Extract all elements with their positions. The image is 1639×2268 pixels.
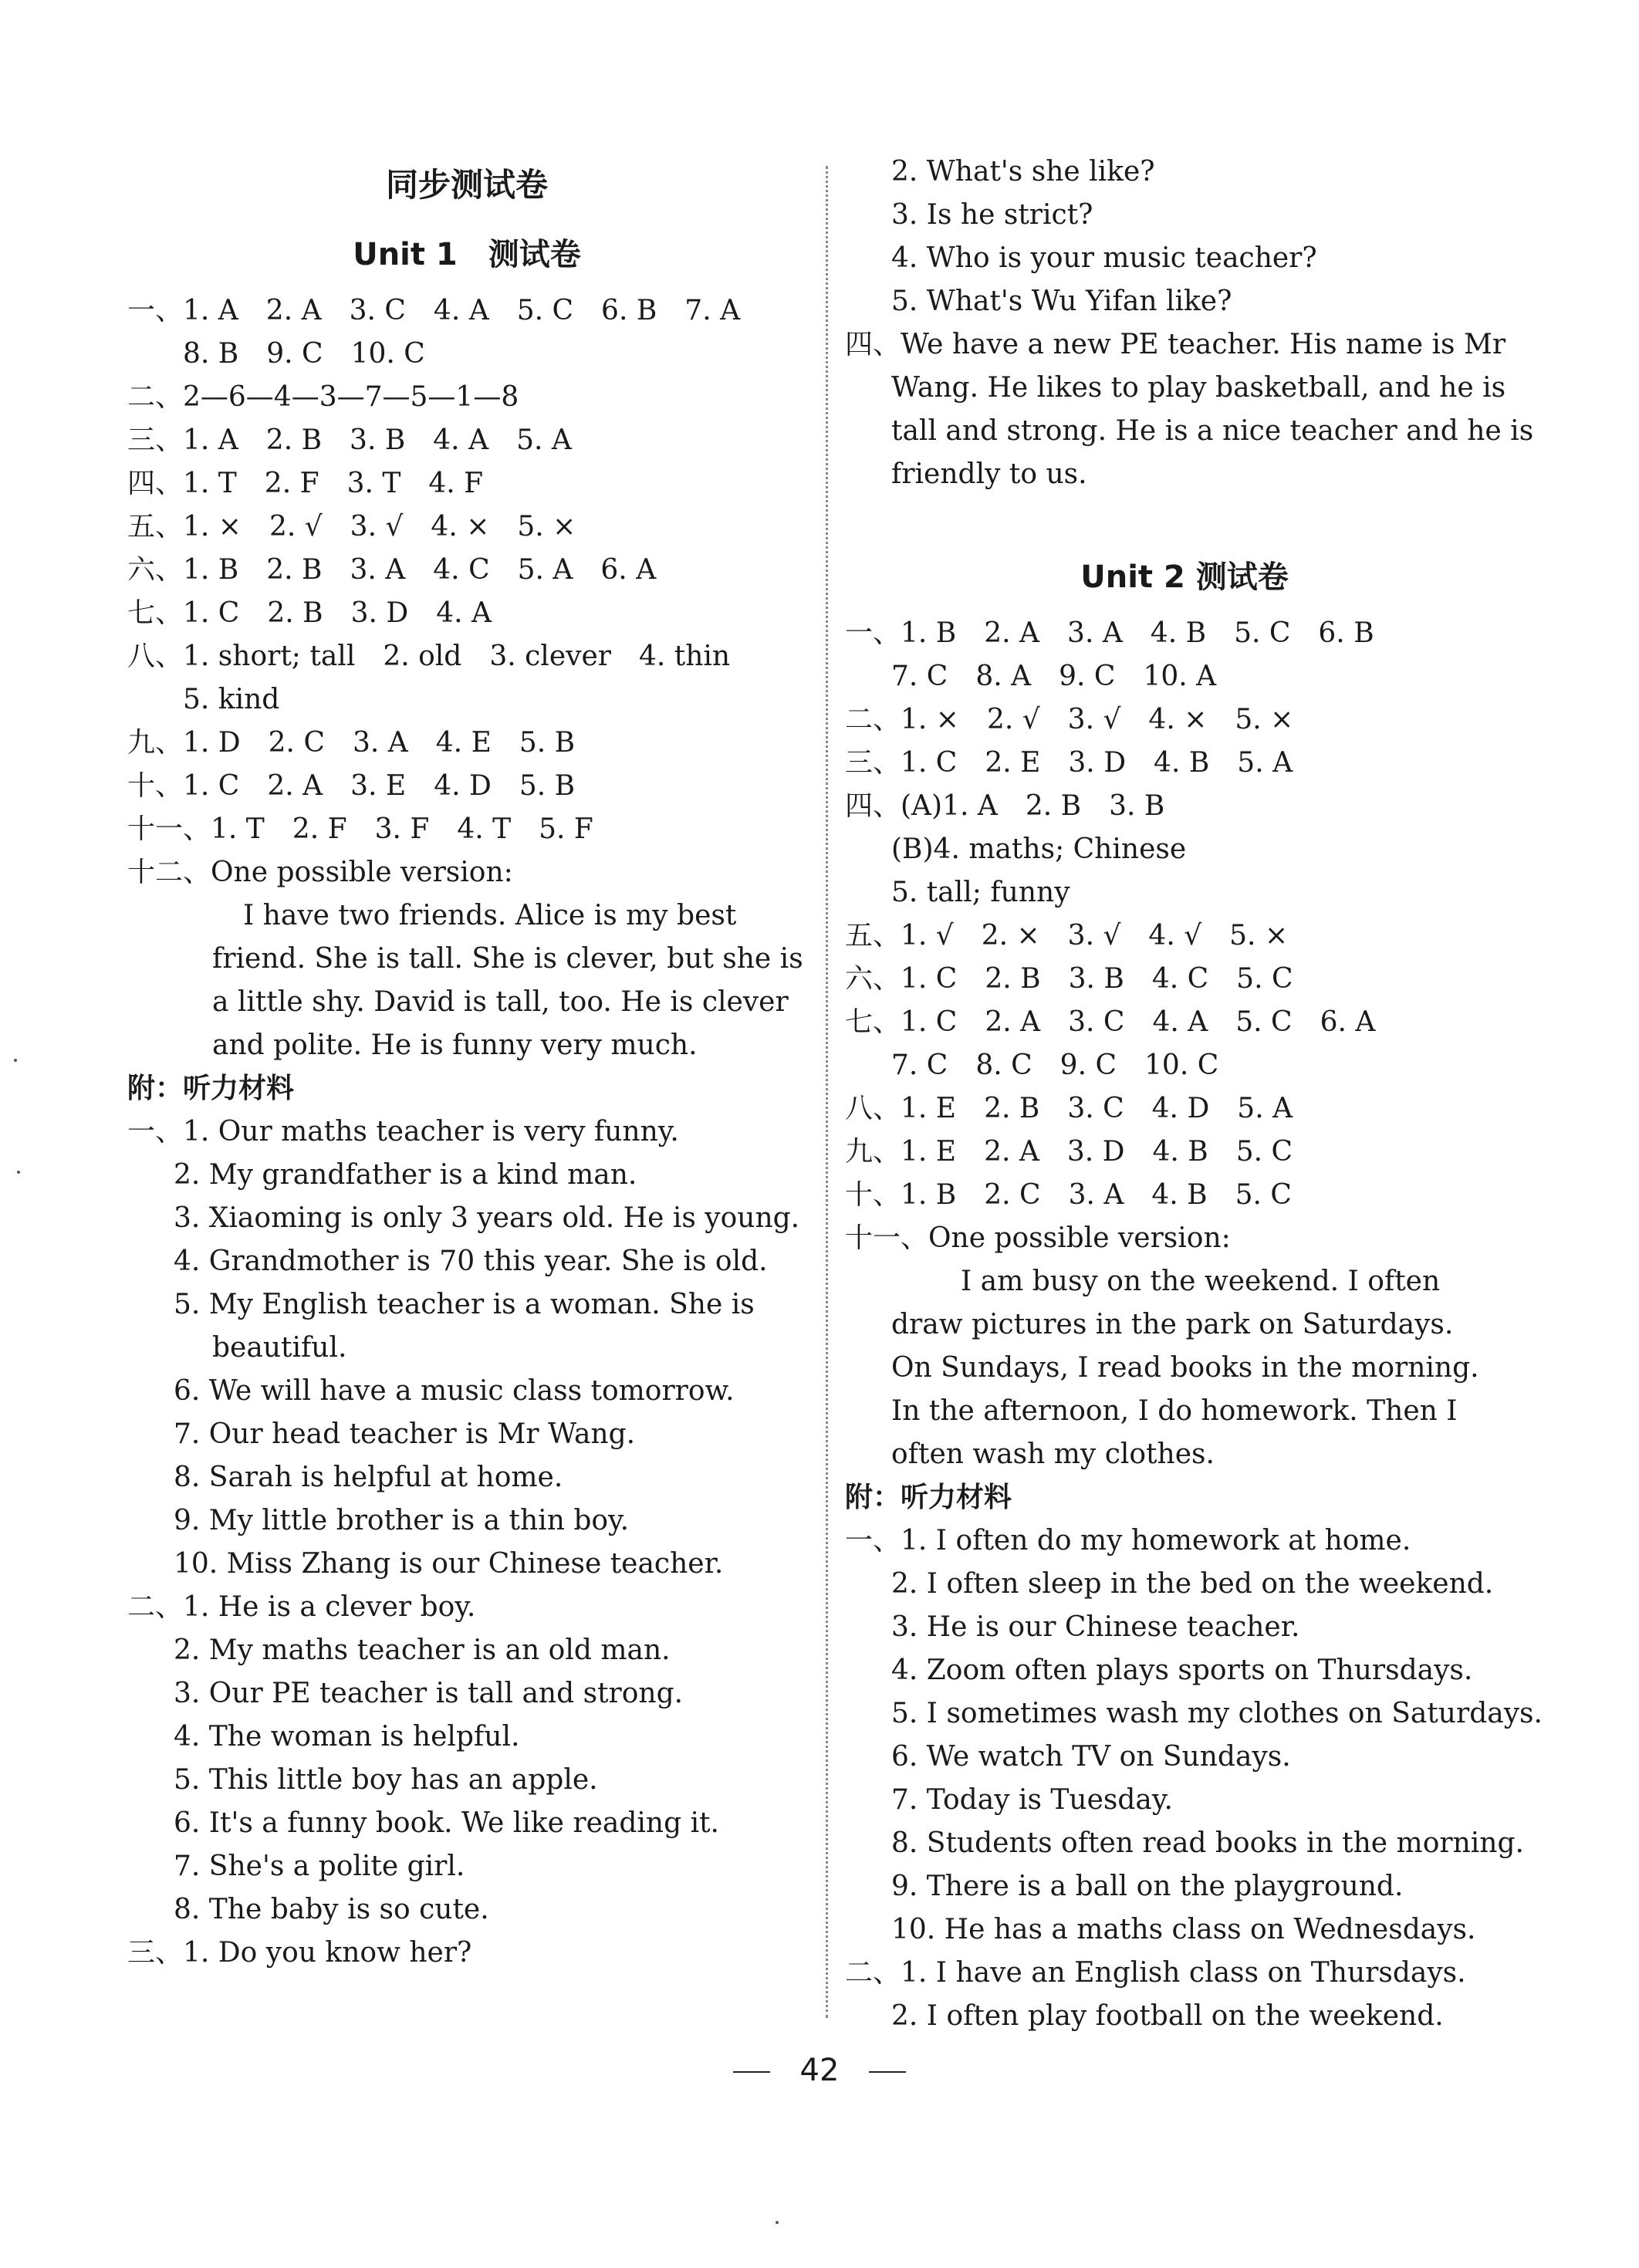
answer-line: 5. kind (127, 684, 280, 715)
listening-line: 二、1. He is a clever boy. (127, 1591, 476, 1623)
listening-line: 6. It's a funny book. We like reading it. (174, 1807, 719, 1839)
answer-line: 五、1. × 2. √ 3. √ 4. × 5. × (127, 511, 576, 542)
listening-line: 6. We will have a music class tomorrow. (174, 1375, 735, 1407)
answer-line: 二、1. × 2. √ 3. √ 4. × 5. × (845, 704, 1294, 735)
page-number-footer (0, 2053, 1639, 2088)
answer-line: 八、1. E 2. B 3. C 4. D 5. A (845, 1093, 1293, 1124)
listening-line: 7. Today is Tuesday. (891, 1784, 1173, 1816)
listening-line: 4. The woman is helpful. (174, 1721, 520, 1753)
listening-line: 2. My grandfather is a kind man. (174, 1159, 637, 1191)
listening-line: Wang. He likes to play basketball, and he is (891, 372, 1506, 404)
essay-line: friend. She is tall. She is clever, but she is (212, 943, 803, 975)
listening-line: 2. My maths teacher is an old man. (174, 1634, 671, 1666)
listening-line: 8. Students often read books in the morning. (891, 1827, 1524, 1859)
answer-line: 六、1. B 2. B 3. A 4. C 5. A 6. A (127, 554, 657, 586)
listening-line: 9. My little brother is a thin boy. (174, 1505, 630, 1536)
listening-line: 3. Xiaoming is only 3 years old. He is young. (174, 1202, 800, 1234)
unit1-title: Unit 1 测试卷 (353, 237, 581, 272)
page-number: 42 (799, 2053, 840, 2088)
scan-speck (14, 1059, 17, 1062)
listening-line: 2. I often sleep in the bed on the weekend. (891, 1568, 1494, 1600)
listening-line: 一、1. Our maths teacher is very funny. (127, 1116, 679, 1148)
listening-line: 7. Our head teacher is Mr Wang. (174, 1418, 636, 1450)
answer-line: 三、1. A 2. B 3. B 4. A 5. A (127, 424, 572, 456)
answer-line: 7. C 8. A 9. C 10. A (891, 661, 1217, 692)
listening-line: 3. Our PE teacher is tall and strong. (174, 1678, 684, 1709)
listening-line: 5. This little boy has an apple. (174, 1764, 598, 1796)
answer-line: 七、1. C 2. B 3. D 4. A (127, 597, 492, 629)
essay-line: a little shy. David is tall, too. He is clever (212, 986, 789, 1018)
listening-line: 5. I sometimes wash my clothes on Saturdays. (891, 1698, 1543, 1729)
essay-line: draw pictures in the park on Saturdays. (891, 1309, 1454, 1340)
answer-line: 一、1. B 2. A 3. A 4. B 5. C 6. B (845, 617, 1374, 649)
listening-title: 附：听力材料 (845, 1482, 1012, 1513)
answer-line: 十一、1. T 2. F 3. F 4. T 5. F (127, 813, 593, 845)
answer-line: 8. B 9. C 10. C (127, 338, 425, 370)
listening-line: 4. Zoom often plays sports on Thursdays. (891, 1655, 1473, 1686)
listening-line: beautiful. (212, 1332, 347, 1364)
answer-line: 九、1. E 2. A 3. D 4. B 5. C (845, 1136, 1293, 1168)
page-title: 同步测试卷 (385, 166, 548, 204)
listening-line: 6. We watch TV on Sundays. (891, 1741, 1291, 1773)
essay-line: and polite. He is funny very much. (212, 1029, 698, 1061)
answer-line: 三、1. C 2. E 3. D 4. B 5. A (845, 747, 1293, 779)
answer-line: 四、(A)1. A 2. B 3. B (845, 790, 1165, 822)
answer-line: (B)4. maths; Chinese (891, 833, 1187, 865)
answer-line: 七、1. C 2. A 3. C 4. A 5. C 6. A (845, 1006, 1376, 1038)
footer-dash-right (869, 2071, 906, 2073)
answer-line: 十一、One possible version: (845, 1222, 1231, 1254)
answer-line: 四、1. T 2. F 3. T 4. F (127, 468, 484, 499)
listening-line: 5. What's Wu Yifan like? (891, 286, 1232, 317)
listening-line: 2. I often play football on the weekend. (891, 2000, 1444, 2032)
scan-speck (17, 1171, 20, 1174)
listening-line: 10. Miss Zhang is our Chinese teacher. (174, 1548, 724, 1580)
answer-line: 九、1. D 2. C 3. A 4. E 5. B (127, 727, 576, 759)
answer-line: 十二、One possible version: (127, 857, 513, 888)
listening-line: 8. The baby is so cute. (174, 1894, 489, 1925)
right-column (845, 150, 1543, 2038)
answer-line: 5. tall; funny (891, 877, 1070, 908)
listening-line: 3. He is our Chinese teacher. (891, 1611, 1300, 1643)
listening-line: 10. He has a maths class on Wednesdays. (891, 1914, 1476, 1945)
scan-speck (776, 2221, 779, 2224)
listening-line: 三、1. Do you know her? (127, 1937, 472, 1969)
essay-line: I have two friends. Alice is my best (243, 900, 737, 931)
essay-line: On Sundays, I read books in the morning. (891, 1352, 1479, 1384)
unit2-title: Unit 2 测试卷 (1080, 559, 1289, 595)
answer-line: 八、1. short; tall 2. old 3. clever 4. thin (127, 641, 731, 672)
listening-line: 7. She's a polite girl. (174, 1851, 465, 1882)
essay-line: I am busy on the weekend. I often (961, 1266, 1441, 1297)
listening-line: 5. My English teacher is a woman. She is (174, 1289, 755, 1320)
answer-line: 五、1. √ 2. × 3. √ 4. √ 5. × (845, 920, 1289, 951)
listening-line: 2. What's she like? (891, 156, 1155, 188)
answer-line: 六、1. C 2. B 3. B 4. C 5. C (845, 963, 1293, 995)
essay-line: often wash my clothes. (891, 1438, 1215, 1470)
listening-line: tall and strong. He is a nice teacher and he is (891, 415, 1534, 447)
left-column (127, 150, 806, 1975)
footer-dash-left (733, 2071, 770, 2073)
answer-line: 7. C 8. C 9. C 10. C (891, 1049, 1219, 1081)
listening-line: 二、1. I have an English class on Thursdays. (845, 1957, 1466, 1989)
column-divider (826, 166, 828, 2018)
answer-line: 二、2—6—4—3—7—5—1—8 (127, 381, 519, 413)
listening-line: 4. Who is your music teacher? (891, 242, 1317, 274)
listening-line: 四、We have a new PE teacher. His name is Mr (845, 329, 1506, 360)
listening-title: 附：听力材料 (127, 1073, 295, 1104)
listening-line: 3. Is he strict? (891, 199, 1093, 231)
answer-line: 一、1. A 2. A 3. C 4. A 5. C 6. B 7. A (127, 295, 741, 326)
answer-line: 十、1. C 2. A 3. E 4. D 5. B (127, 770, 576, 802)
answer-line: 十、1. B 2. C 3. A 4. B 5. C (845, 1179, 1292, 1211)
listening-line: friendly to us. (891, 458, 1087, 490)
listening-line: 4. Grandmother is 70 this year. She is old. (174, 1246, 768, 1277)
essay-line: In the afternoon, I do homework. Then I (891, 1395, 1458, 1427)
listening-line: 8. Sarah is helpful at home. (174, 1462, 563, 1493)
listening-line: 9. There is a ball on the playground. (891, 1871, 1404, 1902)
listening-line: 一、1. I often do my homework at home. (845, 1525, 1411, 1557)
